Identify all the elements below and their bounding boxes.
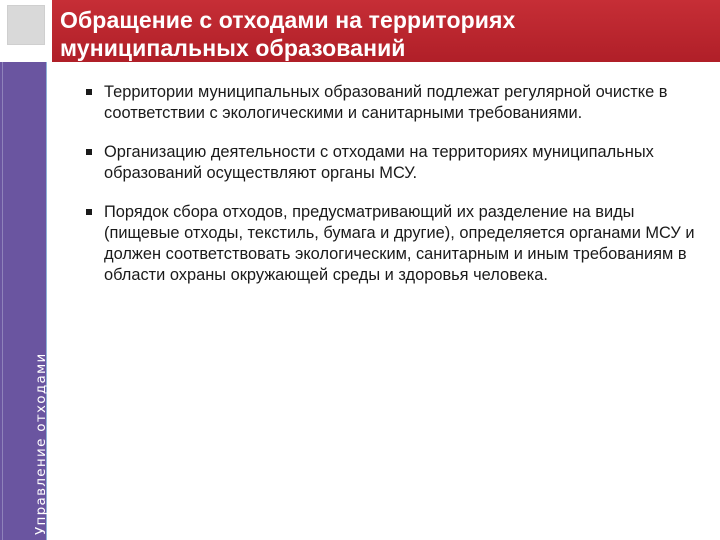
- corner-block: [0, 0, 52, 62]
- bullet-text: Организацию деятельности с отходами на территориях муниципальных образований осуществляют органы МСУ.: [104, 143, 654, 182]
- slide-title: Обращение с отходами на территориях муниципальных образований: [60, 7, 516, 61]
- bullet-list: [84, 82, 704, 304]
- bullet-text: Порядок сбора отходов, предусматривающий их разделение на виды (пищевые отходы, текстиль, бумага и другие), определяется органами МСУ и должен соответствовать экологическим, санитарным и иным требованиям в области охраны окружающей среды и здоровья человека.: [104, 203, 695, 284]
- bullet-item: [84, 142, 704, 184]
- square-bullet-icon: [86, 89, 92, 95]
- bullet-item: [84, 82, 704, 124]
- title-bar: [52, 0, 720, 62]
- square-bullet-icon: [86, 209, 92, 215]
- side-bar-divider-left: [2, 62, 3, 540]
- bullet-text: Территории муниципальных образований подлежат регулярной очистке в соответствии с экологическими и санитарными требованиями.: [104, 83, 668, 122]
- bullet-item: [84, 202, 704, 286]
- side-bar-label: Управление отходами: [33, 352, 49, 535]
- square-bullet-icon: [86, 149, 92, 155]
- corner-square-decoration: [7, 5, 45, 45]
